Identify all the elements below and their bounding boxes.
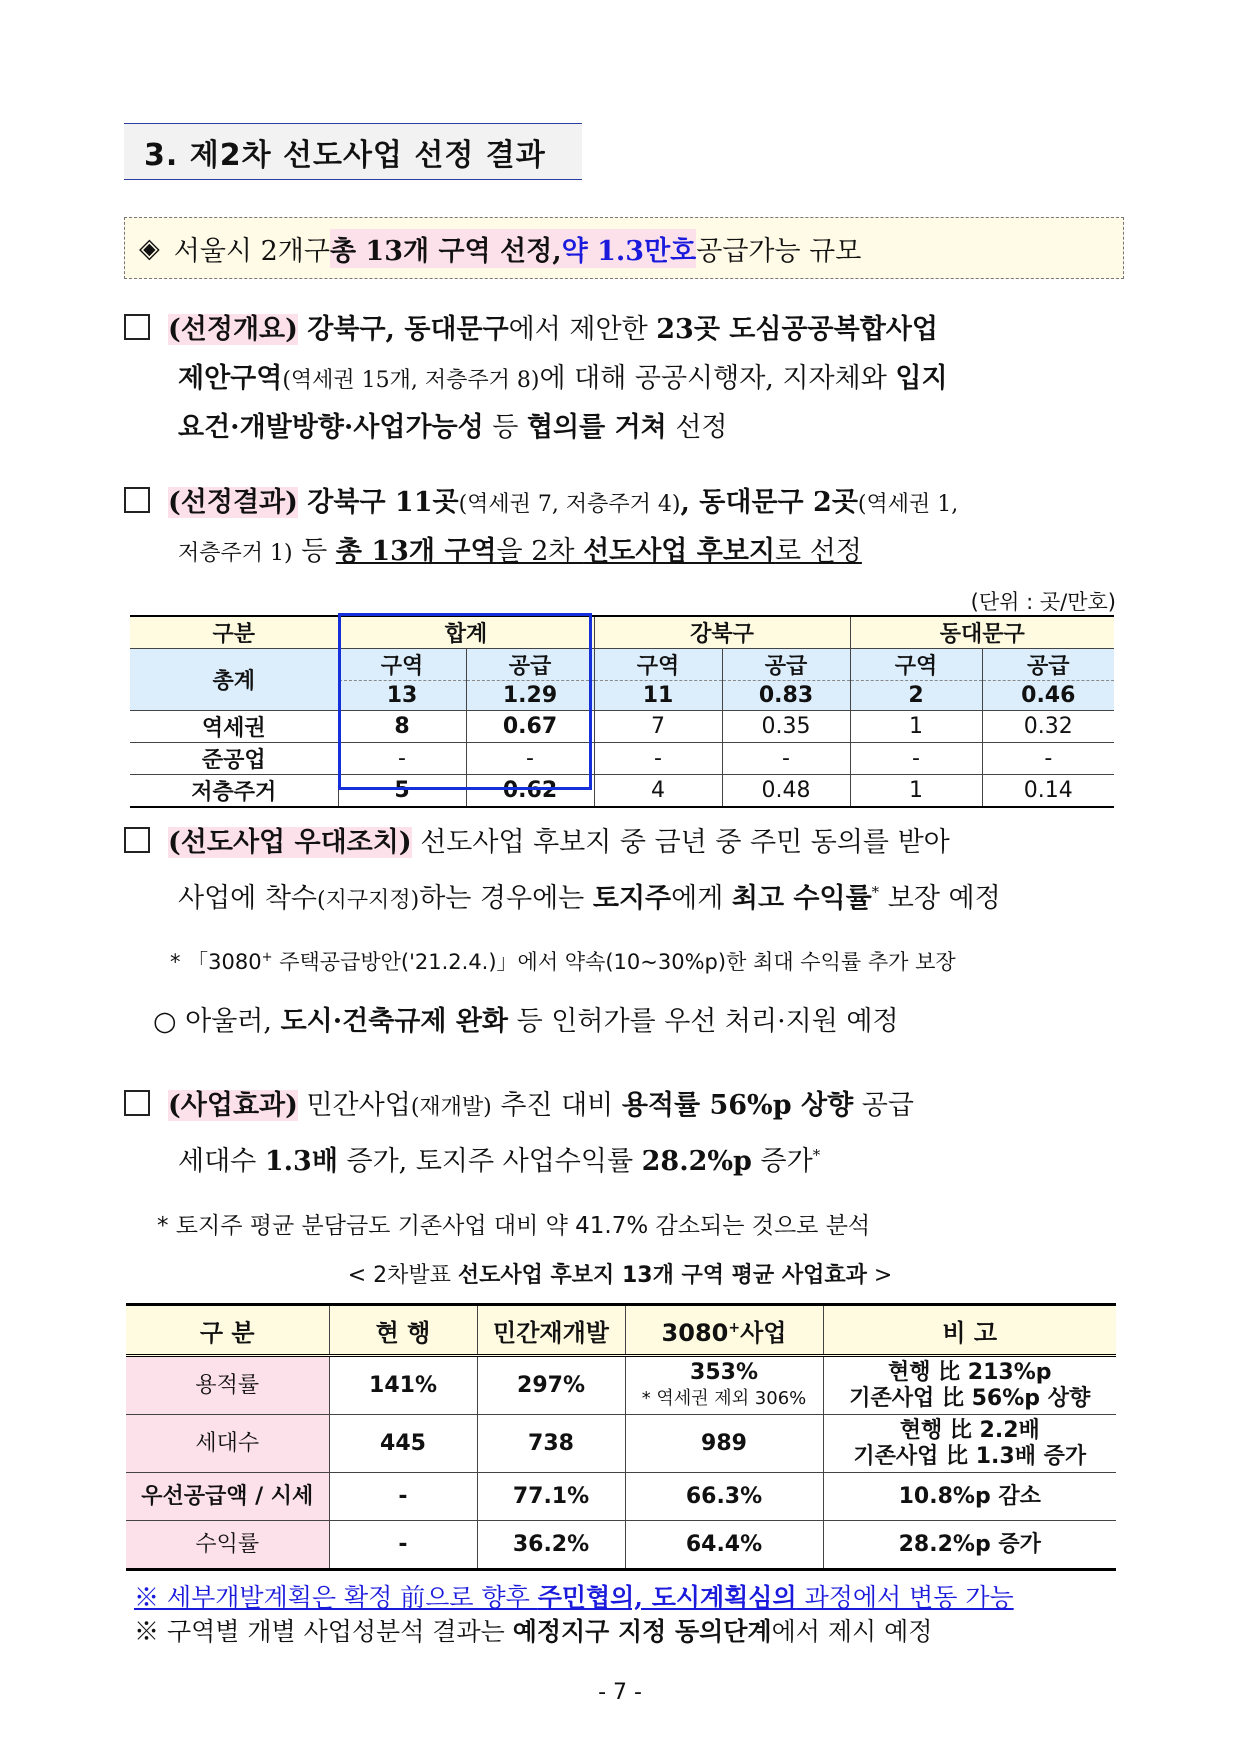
sub-header: 공급 bbox=[982, 649, 1114, 681]
table-cell: 5 bbox=[338, 775, 466, 808]
table-row bbox=[130, 775, 1114, 808]
table-cell: - bbox=[982, 743, 1114, 775]
overview-text: 에 대해 공공시행자, 지자체와 bbox=[539, 363, 896, 394]
row-header: 우선공급액 / 시세 bbox=[126, 1473, 329, 1521]
incentive-text: 사업에 착수 bbox=[178, 883, 317, 914]
cell-note: 현행 比 2.2배 bbox=[899, 1417, 1040, 1443]
col-header: 구분 bbox=[130, 616, 338, 649]
summary-highlight: 총 13개 구역 선정, bbox=[330, 229, 562, 268]
effect-text: (재개발) bbox=[410, 1095, 492, 1120]
table-cell: 0.62 bbox=[466, 775, 594, 808]
incentive-footnote bbox=[170, 946, 956, 976]
table-cell bbox=[823, 1356, 1116, 1415]
incentive-line-1 bbox=[124, 819, 950, 867]
result-text: 선도사업 후보지 bbox=[583, 536, 776, 567]
table-cell: 0.46 bbox=[982, 681, 1114, 711]
table-cell bbox=[823, 1415, 1116, 1473]
note-text: 에서 제시 예정 bbox=[771, 1617, 933, 1646]
table-cell: 1.29 bbox=[466, 681, 594, 711]
row-header: 총계 bbox=[130, 649, 338, 711]
table-cell: 0.14 bbox=[982, 775, 1114, 808]
incentive-text: 보장 예정 bbox=[879, 883, 1001, 914]
footnote-mark: * bbox=[812, 1146, 821, 1164]
incentive-text: 토지주 bbox=[592, 883, 672, 914]
effect-label: (사업효과) bbox=[168, 1090, 298, 1121]
table-cell: - bbox=[594, 743, 722, 775]
summary-text-1: 서울시 2개구 bbox=[173, 235, 330, 267]
result-text: 저층주거 1) bbox=[178, 541, 293, 566]
table-cell: 1 bbox=[850, 711, 982, 743]
note-1 bbox=[134, 1578, 1014, 1614]
note-text: 예정지구 지정 동의단계 bbox=[512, 1617, 772, 1646]
effect-text: 용적률 56%p 상향 bbox=[621, 1090, 854, 1121]
cell-note: 기존사업 比 56%p 상향 bbox=[849, 1385, 1091, 1411]
row-header: 저층주거 bbox=[130, 775, 338, 808]
selection-table bbox=[130, 615, 1114, 808]
overview-text: 협의를 거쳐 bbox=[526, 412, 667, 443]
overview-text: 입지 bbox=[895, 363, 948, 394]
table-cell: 11 bbox=[594, 681, 722, 711]
table-cell: 0.32 bbox=[982, 711, 1114, 743]
table-header-row bbox=[126, 1305, 1116, 1356]
table2-title-text: > bbox=[866, 1263, 893, 1288]
result-line-1 bbox=[124, 479, 958, 529]
incentive-text: 최고 수익률 bbox=[731, 883, 872, 914]
table-row bbox=[126, 1473, 1116, 1521]
overview-text: 23곳 도심공공복합사업 bbox=[656, 314, 938, 345]
checkbox-icon bbox=[124, 1090, 150, 1116]
note-mark: ※ bbox=[134, 1617, 160, 1646]
table-row bbox=[126, 1415, 1116, 1473]
col-header: 강북구 bbox=[594, 616, 850, 649]
result-text: , 동대문구 2곳 bbox=[680, 487, 858, 518]
col-header: 민간재개발 bbox=[477, 1305, 625, 1356]
note-mark: ※ bbox=[134, 1583, 160, 1612]
table-cell: 64.4% bbox=[625, 1521, 823, 1570]
table-row bbox=[130, 711, 1114, 743]
table-cell: 13 bbox=[338, 681, 466, 711]
table-cell: 738 bbox=[477, 1415, 625, 1473]
overview-line-3 bbox=[178, 404, 728, 452]
incentive-text: 선도사업 후보지 중 금년 중 주민 동의를 받아 bbox=[411, 827, 950, 858]
overview-text: 요건·개발방향·사업가능성 bbox=[178, 412, 484, 443]
sub-header: 공급 bbox=[722, 649, 850, 681]
overview-text: 강북구, 동대문구 bbox=[297, 314, 509, 345]
result-text: (역세권 1, bbox=[857, 492, 959, 517]
cell-note: * 역세권 제외 306% bbox=[641, 1387, 807, 1409]
col-header: 구 분 bbox=[126, 1305, 329, 1356]
effect-text: 세대수 bbox=[178, 1146, 265, 1177]
sub-header: 구역 bbox=[850, 649, 982, 681]
table2-title-text: < 2차발표 bbox=[347, 1263, 458, 1288]
col-header: 현 행 bbox=[329, 1305, 477, 1356]
effect-text: 1.3배 bbox=[264, 1146, 338, 1177]
table-cell: 445 bbox=[329, 1415, 477, 1473]
col-header: 비 고 bbox=[823, 1305, 1116, 1356]
table-cell: 0.35 bbox=[722, 711, 850, 743]
overview-text: 등 bbox=[483, 412, 527, 443]
footnote-text: * 「3080 bbox=[170, 950, 262, 974]
page-number: - 7 - bbox=[598, 1680, 642, 1705]
table-cell: 66.3% bbox=[625, 1473, 823, 1521]
col-header: 동대문구 bbox=[850, 616, 1114, 649]
result-text: 총 13개 구역 bbox=[335, 536, 497, 567]
table-cell: 28.2%p 증가 bbox=[823, 1521, 1116, 1570]
table-cell: 8 bbox=[338, 711, 466, 743]
unit-label: (단위 : 곳/만호) bbox=[970, 590, 1116, 614]
table-cell: 141% bbox=[329, 1356, 477, 1415]
checkbox-icon bbox=[124, 314, 150, 340]
table-cell: - bbox=[850, 743, 982, 775]
note-text: 과정에서 변동 가능 bbox=[796, 1583, 1014, 1612]
summary-text-2: 공급가능 규모 bbox=[696, 235, 862, 267]
table-cell: 77.1% bbox=[477, 1473, 625, 1521]
overview-text: (역세권 15개, 저층주거 8) bbox=[282, 368, 540, 393]
effect-text: 28.2%p bbox=[641, 1146, 752, 1177]
result-text: 을 2차 bbox=[496, 536, 584, 567]
table-cell: 7 bbox=[594, 711, 722, 743]
col-header: 합계 bbox=[338, 616, 594, 649]
table-cell: 297% bbox=[477, 1356, 625, 1415]
bullet-text: ○ 아울러, bbox=[153, 1006, 281, 1037]
effect-text: 공급 bbox=[853, 1090, 914, 1121]
diamond-icon: ◈ bbox=[139, 232, 160, 264]
table-header-row bbox=[130, 616, 1114, 649]
effect-line-1 bbox=[124, 1082, 914, 1132]
overview-label: (선정개요) bbox=[168, 314, 298, 345]
overview-line-1 bbox=[124, 306, 938, 354]
table-cell: 1 bbox=[850, 775, 982, 808]
row-header: 수익률 bbox=[126, 1521, 329, 1570]
overview-line-2 bbox=[178, 355, 948, 405]
col-header-text: 사업 bbox=[740, 1318, 787, 1347]
col-header-sup: + bbox=[728, 1319, 741, 1336]
overview-text: 선정 bbox=[666, 412, 728, 443]
bullet-text: 도시·건축규제 완화 bbox=[280, 1006, 509, 1037]
col-header-3080 bbox=[625, 1305, 823, 1356]
incentive-text: 하는 경우에는 bbox=[419, 883, 593, 914]
checkbox-icon bbox=[124, 487, 150, 513]
footnote-sup: + bbox=[261, 950, 273, 965]
table-cell bbox=[625, 1356, 823, 1415]
overview-text: 에서 제안한 bbox=[508, 314, 657, 345]
result-line-2 bbox=[178, 528, 862, 578]
result-text: 로 선정 bbox=[775, 536, 862, 567]
effect-footnote: * 토지주 평균 분담금도 기존사업 대비 약 41.7% 감소되는 것으로 분석 bbox=[157, 1213, 871, 1239]
sub-header: 구역 bbox=[338, 649, 466, 681]
table-cell: 36.2% bbox=[477, 1521, 625, 1570]
table2-title-text: 선도사업 후보지 13개 구역 평균 사업효과 bbox=[457, 1263, 867, 1288]
incentive-label: (선도사업 우대조치) bbox=[168, 827, 412, 858]
cell-note: 기존사업 比 1.3배 증가 bbox=[853, 1443, 1087, 1469]
table2-title bbox=[0, 1258, 1240, 1289]
row-header: 역세권 bbox=[130, 711, 338, 743]
table-cell: 0.83 bbox=[722, 681, 850, 711]
table-cell: - bbox=[466, 743, 594, 775]
effect-text: 추진 대비 bbox=[491, 1090, 622, 1121]
row-header: 세대수 bbox=[126, 1415, 329, 1473]
table-cell: 0.67 bbox=[466, 711, 594, 743]
result-text: 등 bbox=[292, 536, 336, 567]
cell-note: 현행 比 213%p bbox=[887, 1359, 1052, 1385]
note-text: 세부개발계획은 확정 前으로 향후 bbox=[159, 1583, 538, 1612]
effect-text: 민간사업 bbox=[297, 1090, 411, 1121]
footnote-mark: * bbox=[871, 883, 880, 901]
effect-table bbox=[126, 1303, 1116, 1571]
checkbox-icon bbox=[124, 827, 150, 853]
table-subheader-row bbox=[130, 649, 1114, 681]
cell-value: 353% bbox=[690, 1359, 758, 1385]
bullet-text: 등 인허가를 우선 처리·지원 예정 bbox=[508, 1006, 899, 1037]
table-cell: 0.48 bbox=[722, 775, 850, 808]
sub-header: 구역 bbox=[594, 649, 722, 681]
incentive-text: (지구지정) bbox=[317, 888, 420, 913]
result-text: 강북구 11곳 bbox=[297, 487, 459, 518]
overview-text: 제안구역 bbox=[178, 363, 283, 394]
table-cell: - bbox=[329, 1473, 477, 1521]
effect-text: 증가, 토지주 사업수익률 bbox=[337, 1146, 642, 1177]
effect-text: 증가 bbox=[751, 1146, 813, 1177]
table-row bbox=[126, 1356, 1116, 1415]
result-text: (역세권 7, 저층주거 4) bbox=[458, 492, 681, 517]
table-row bbox=[130, 743, 1114, 775]
col-header-text: 3080 bbox=[661, 1318, 729, 1347]
effect-line-2 bbox=[178, 1131, 820, 1186]
row-header: 준공업 bbox=[130, 743, 338, 775]
table-cell: 989 bbox=[625, 1415, 823, 1473]
table-cell: 10.8%p 감소 bbox=[823, 1473, 1116, 1521]
summary-supply: 약 1.3만호 bbox=[562, 229, 697, 268]
table-row bbox=[126, 1521, 1116, 1570]
row-header: 용적률 bbox=[126, 1356, 329, 1415]
result-label: (선정결과) bbox=[168, 487, 298, 518]
note-text: 구역별 개별 사업성분석 결과는 bbox=[159, 1617, 513, 1646]
table-cell: - bbox=[338, 743, 466, 775]
incentive-bullet bbox=[153, 998, 899, 1046]
table-cell: 4 bbox=[594, 775, 722, 808]
incentive-text: 에게 bbox=[671, 883, 732, 914]
incentive-line-2 bbox=[178, 868, 1001, 925]
note-text: 주민협의, 도시계획심의 bbox=[537, 1583, 797, 1612]
table-cell: - bbox=[329, 1521, 477, 1570]
table-cell: 2 bbox=[850, 681, 982, 711]
summary-box bbox=[124, 217, 1124, 279]
sub-header: 공급 bbox=[466, 649, 594, 681]
table-cell: - bbox=[722, 743, 850, 775]
footnote-text: 주택공급방안('21.2.4.)」에서 약속(10~30%p)한 최대 수익률 추가 보장 bbox=[272, 950, 956, 974]
note-2 bbox=[134, 1612, 932, 1648]
section-title: 3. 제2차 선도사업 선정 결과 bbox=[124, 123, 582, 180]
